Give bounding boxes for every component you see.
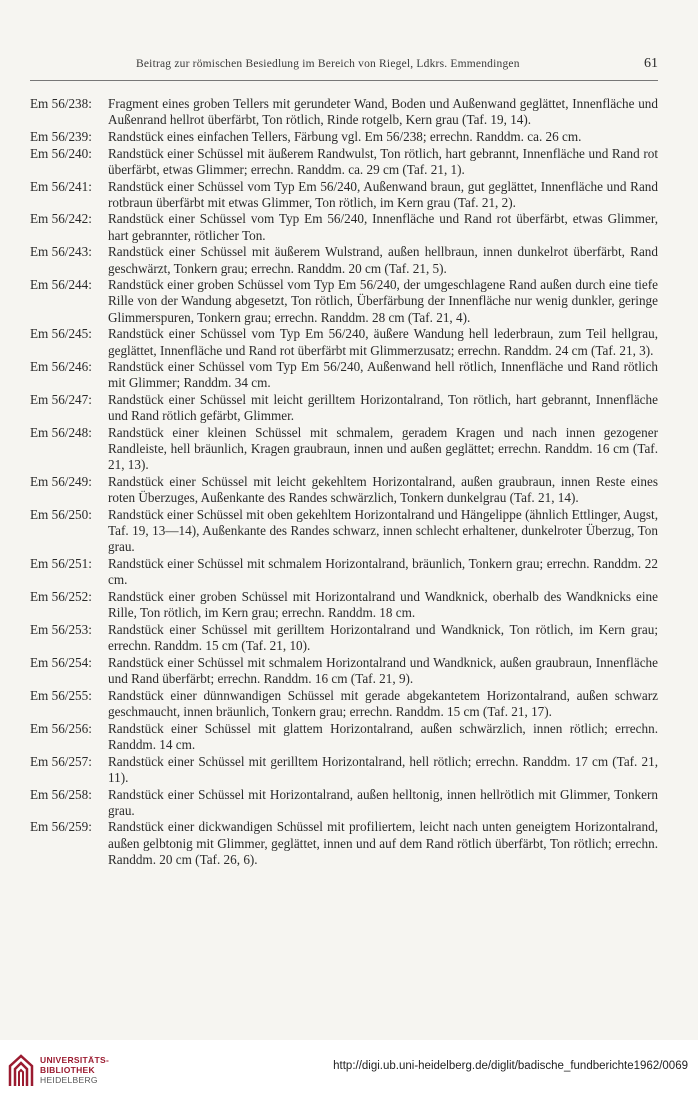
entry-description: Randstück einer Schüssel mit äußerem Wulstrand, außen hellbraun, innen dunkelrot überfärbt, Rand geschwärzt, Tonkern grau; errechn. Randdm. 20 cm (Taf. 21, 5). — [108, 244, 658, 276]
entry-description: Fragment eines groben Tellers mit gerundeter Wand, Boden und Außenwand geglättet, Innenfläche und Außenrand hellrot überfärbt, Ton rötlich, Rinde rotgelb, Kern grau (Taf. 19, 14). — [108, 96, 658, 128]
entry-id: Em 56/246: — [30, 359, 92, 375]
entry-description: Randstück einer dünnwandigen Schüssel mit gerade abgekantetem Horizontalrand, außen schwarz geschmaucht, innen bräunlich, Tonkern grau; errechn. Randdm. 15 cm (Taf. 21, 17). — [108, 687, 658, 720]
entry-description: Randstück einer Schüssel vom Typ Em 56/240, Innenfläche und Rand rot überfärbt, etwas Glimmer, hart gebrannter, rötlicher Ton. — [108, 211, 658, 243]
entry-description: Randstück einer Schüssel mit leicht gekehltem Horizontalrand, außen graubraun, innen Reste eines roten Überzuges, Außenkante des Randes schwärzlich, Tonkern dunkelgrau (Taf. 21, 14). — [108, 474, 658, 506]
header-rule — [30, 80, 658, 81]
entry-id: Em 56/238: — [30, 96, 92, 111]
entry-id: Em 56/241: — [30, 178, 92, 194]
catalog-entry — [30, 277, 658, 326]
entry-description: Randstück einer Schüssel mit äußerem Randwulst, Ton rötlich, hart gebrannt, Innenfläche und Rand rot überfärbt, etwas Glimmer; errechn. Randdm. ca. 29 cm (Taf. 21, 1). — [108, 145, 658, 177]
library-name-line2: BIBLIOTHEK — [40, 1065, 95, 1075]
entry-id: Em 56/257: — [30, 753, 92, 769]
entry-id: Em 56/259: — [30, 819, 92, 835]
catalog-entry — [30, 129, 658, 145]
entry-description: Randstück einer Schüssel vom Typ Em 56/240, Außenwand braun, gut geglättet, Innenfläche und Rand rotbraun überfärbt mit etwas Glimmer, Ton rötlich, im Kern grau (Taf. 21, 2). — [108, 178, 658, 210]
catalog-entry — [30, 688, 658, 720]
entry-id: Em 56/240: — [30, 145, 92, 161]
entry-id: Em 56/253: — [30, 622, 92, 637]
entry-description: Randstück einer Schüssel mit gerilltem Horizontalrand und Wandknick, Ton rötlich, im Kern grau; errechn. Randdm. 15 cm (Taf. 21, 10). — [108, 622, 658, 654]
catalog-entry — [30, 359, 658, 391]
library-name — [40, 1055, 109, 1085]
entry-description: Randstück einer groben Schüssel mit Horizontalrand und Wandknick, oberhalb des Wandknicks eine Rille, Ton rötlich, im Kern grau; errechn. Randdm. 18 cm. — [108, 589, 658, 621]
catalog-entry — [30, 589, 658, 621]
entry-description: Randstück einer Schüssel vom Typ Em 56/240, äußere Wandung hell lederbraun, zum Teil hellgrau, geglättet, Innenfläche und Rand rot überfärbt mit Glimmerzusatz; errechn. Randdm. 24 cm (Taf. 21, 3). — [108, 326, 658, 358]
catalog-entry — [30, 326, 658, 358]
library-name-line3: HEIDELBERG — [40, 1075, 98, 1085]
running-title: Beitrag zur römischen Besiedlung im Bereich von Riegel, Ldkrs. Emmendingen — [136, 58, 520, 70]
footer-bar — [0, 1040, 698, 1101]
entry-id: Em 56/245: — [30, 326, 92, 342]
catalog-entry — [30, 179, 658, 211]
catalog-entry — [30, 392, 658, 424]
entry-description: Randstück einer Schüssel mit oben gekehltem Horizontalrand und Hängelippe (ähnlich Ettlinger, Augst, Taf. 19, 13—14), Außenkante des Randes schwarz, innen schlecht erhaltener, dunkelroter Überzug, Ton grau. — [108, 507, 658, 555]
entry-id: Em 56/249: — [30, 474, 92, 490]
entry-id: Em 56/258: — [30, 786, 92, 802]
entry-id: Em 56/252: — [30, 589, 92, 605]
catalog-entry — [30, 655, 658, 687]
catalog-entry — [30, 96, 658, 128]
entry-id: Em 56/255: — [30, 687, 92, 703]
entry-description: Randstück einer Schüssel vom Typ Em 56/240, Außenwand hell rötlich, Innenfläche und Rand rötlich mit Glimmer; Randdm. 34 cm. — [108, 359, 658, 391]
entry-description: Randstück einer Schüssel mit glattem Horizontalrand, außen schwärzlich, innen rötlich; errechn. Randdm. 14 cm. — [108, 720, 658, 752]
entry-description: Randstück einer dickwandigen Schüssel mit profiliertem, leicht nach unten geneigtem Horizontalrand, außen gelbtonig mit Glimmer, geglättet, innen und auf dem Rand rötlich überfärbt, Ton rötlich; errechn. Randdm. 20 cm (Taf. 26, 6). — [108, 819, 658, 867]
catalog-entry — [30, 622, 658, 654]
entry-description: Randstück einer Schüssel mit leicht gerilltem Horizontalrand, Ton rötlich, hart gebrannt, Innenfläche und Rand rötlich gefärbt, Glimmer. — [108, 392, 658, 424]
catalog-entries — [30, 96, 658, 869]
entry-id: Em 56/242: — [30, 211, 92, 227]
entry-id: Em 56/244: — [30, 277, 92, 293]
catalog-entry — [30, 787, 658, 819]
entry-id: Em 56/250: — [30, 507, 92, 523]
entry-id: Em 56/256: — [30, 720, 92, 736]
entry-description: Randstück einer Schüssel mit schmalem Horizontalrand, bräunlich, Tonkern grau; errechn. Randdm. 22 cm. — [108, 556, 658, 588]
page-header — [30, 56, 658, 78]
page-number: 61 — [644, 56, 658, 71]
entry-id: Em 56/243: — [30, 244, 92, 260]
catalog-entry — [30, 146, 658, 178]
entry-id: Em 56/254: — [30, 654, 92, 670]
entry-id: Em 56/239: — [30, 128, 92, 144]
catalog-entry — [30, 819, 658, 868]
entry-description: Randstück einer Schüssel mit Horizontalrand, außen helltonig, innen hellrötlich mit Glimmer, Tonkern grau. — [108, 786, 658, 818]
catalog-entry — [30, 721, 658, 753]
entry-description: Randstück einer Schüssel mit gerilltem Horizontalrand, hell rötlich; errechn. Randdm. 17 cm (Taf. 21, 11). — [108, 753, 658, 785]
catalog-entry — [30, 556, 658, 588]
entry-id: Em 56/247: — [30, 392, 92, 408]
entry-id: Em 56/248: — [30, 425, 92, 441]
catalog-entry — [30, 425, 658, 474]
catalog-entry — [30, 754, 658, 786]
library-name-line1: UNIVERSITÄTS- — [40, 1055, 110, 1065]
catalog-entry — [30, 211, 658, 243]
entry-description: Randstück eines einfachen Tellers, Färbung vgl. Em 56/238; errechn. Randdm. ca. 26 cm. — [108, 128, 582, 144]
library-logo-icon — [8, 1054, 34, 1088]
entry-description: Randstück einer groben Schüssel vom Typ Em 56/240, der umgeschlagene Rand außen durch eine tiefe Rille von der Wandung abgesetzt, Ton rötlich, Überfärbung der Innenfläche nur wenig dunkler, geringe Glimmerspuren, Tonkern grau; errechn. Randdm. 28 cm (Taf. 21, 4). — [108, 277, 658, 325]
permalink-url[interactable]: http://digi.ub.uni-heidelberg.de/diglit/badische_fundberichte1962/0069 — [333, 1060, 688, 1072]
entry-id: Em 56/251: — [30, 556, 92, 572]
catalog-entry — [30, 244, 658, 276]
catalog-entry — [30, 507, 658, 556]
entry-description: Randstück einer Schüssel mit schmalem Horizontalrand und Wandknick, außen graubraun, Innenfläche und Rand überfärbt; errechn. Randdm. 16 cm (Taf. 21, 9). — [108, 654, 658, 687]
entry-description: Randstück einer kleinen Schüssel mit schmalem, geradem Kragen und nach innen gezogener Randleiste, hell bräunlich, Kragen graubraun, innen und außen geglättet; errechn. Randdm. 16 cm (Taf. 21, 13). — [108, 425, 658, 473]
catalog-entry — [30, 474, 658, 506]
